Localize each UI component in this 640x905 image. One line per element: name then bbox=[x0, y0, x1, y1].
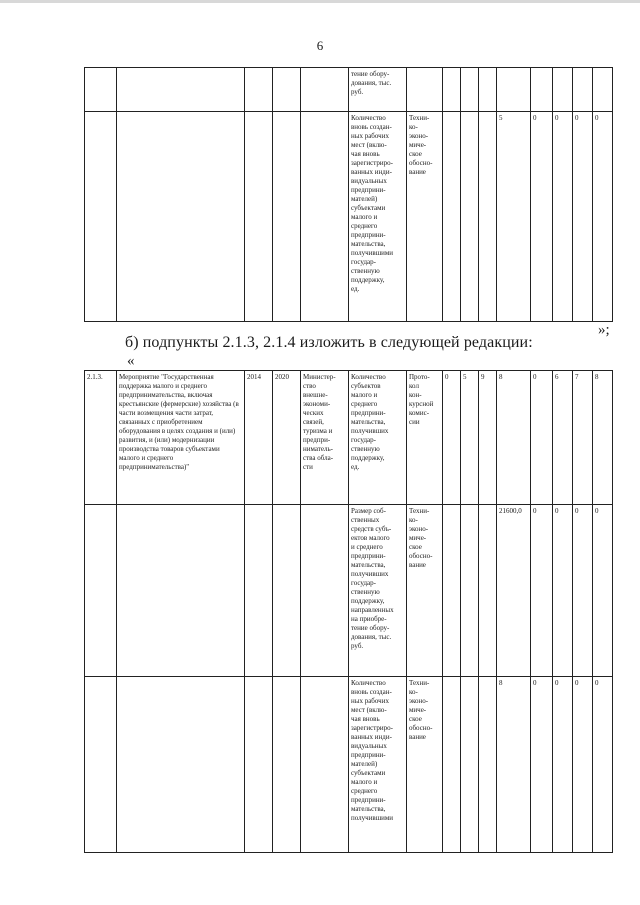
table-row bbox=[85, 371, 613, 505]
value-cell bbox=[443, 112, 461, 322]
value-cell bbox=[443, 677, 461, 853]
executor-cell bbox=[301, 677, 349, 853]
indicator-cell: Количество вновь создан- ных рабочих мест (вклю- чая вновь зарегистриро- ванных инди- видуальных предприни- мателей) субъектами малого и среднего предприни- мательства, получившими bbox=[349, 677, 407, 853]
value-cell: 0 bbox=[553, 505, 573, 677]
year-start-cell bbox=[245, 112, 273, 322]
value-cell bbox=[497, 68, 531, 112]
value-cell bbox=[531, 68, 553, 112]
value-cell bbox=[593, 68, 613, 112]
source-cell: Техни- ко- эконо- миче- ское обосно- вание bbox=[407, 112, 443, 322]
value-cell: 0 bbox=[593, 505, 613, 677]
table-row bbox=[85, 677, 613, 853]
value-cell: 0 bbox=[573, 505, 593, 677]
value-cell: 8 bbox=[497, 371, 531, 505]
value-cell: 8 bbox=[497, 677, 531, 853]
value-cell: 0 bbox=[443, 371, 461, 505]
value-cell: 0 bbox=[553, 112, 573, 322]
event-cell bbox=[117, 505, 245, 677]
value-cell: 8 bbox=[593, 371, 613, 505]
value-cell bbox=[479, 112, 497, 322]
value-cell: 0 bbox=[531, 112, 553, 322]
value-cell: 6 bbox=[553, 371, 573, 505]
table-row bbox=[85, 112, 613, 322]
value-cell: 0 bbox=[531, 371, 553, 505]
year-end-cell bbox=[273, 112, 301, 322]
closing-quote: »; bbox=[598, 322, 610, 338]
indicator-cell: Количество вновь создан- ных рабочих мест (вклю- чая вновь зарегистриро- ванных инди- видуальных предприни- мателей) субъектами малого и среднего предприни- мательства, получившими государ- ственную поддержку, ед. bbox=[349, 112, 407, 322]
table-row bbox=[85, 68, 613, 112]
value-cell: 0 bbox=[531, 677, 553, 853]
year-start-cell bbox=[245, 505, 273, 677]
value-cell bbox=[461, 68, 479, 112]
value-cell: 5 bbox=[497, 112, 531, 322]
table-row bbox=[85, 505, 613, 677]
event-cell: Мероприятие "Государственная поддержка малого и среднего предпринимательства, включая крестьянские (фермерские) хозяйства (в части возмещения части затрат, связанных с приобретением оборудования в целях создания и (или) развития, и (или) модернизации производства товаров субъектами малого и среднего предпринимательства)" bbox=[117, 371, 245, 505]
value-cell: 0 bbox=[573, 677, 593, 853]
value-cell: 0 bbox=[573, 112, 593, 322]
table-continued bbox=[84, 67, 613, 322]
value-cell: 9 bbox=[479, 371, 497, 505]
value-cell bbox=[461, 677, 479, 853]
indicator-cell: тение обору- дования, тыс. руб. bbox=[349, 68, 407, 112]
scan-border bbox=[0, 0, 640, 3]
value-cell bbox=[573, 68, 593, 112]
source-cell: Техни- ко- эконо- миче- ское обосно- вание bbox=[407, 677, 443, 853]
number-cell bbox=[85, 505, 117, 677]
year-start-cell bbox=[245, 677, 273, 853]
value-cell: 0 bbox=[553, 677, 573, 853]
year-end-cell: 2020 bbox=[273, 371, 301, 505]
number-cell: 2.1.3. bbox=[85, 371, 117, 505]
executor-cell bbox=[301, 505, 349, 677]
source-cell: Техни- ко- эконо- миче- ское обосно- вание bbox=[407, 505, 443, 677]
value-cell: 0 bbox=[593, 112, 613, 322]
value-cell: 0 bbox=[593, 677, 613, 853]
value-cell bbox=[479, 505, 497, 677]
value-cell bbox=[461, 505, 479, 677]
indicator-cell: Количество субъектов малого и среднего предприни- мательства, получивших государ- ственную поддержку, ед. bbox=[349, 371, 407, 505]
number-cell bbox=[85, 112, 117, 322]
value-cell bbox=[479, 677, 497, 853]
value-cell bbox=[443, 68, 461, 112]
year-end-cell bbox=[273, 68, 301, 112]
value-cell bbox=[479, 68, 497, 112]
value-cell: 5 bbox=[461, 371, 479, 505]
year-start-cell: 2014 bbox=[245, 371, 273, 505]
year-start-cell bbox=[245, 68, 273, 112]
year-end-cell bbox=[273, 677, 301, 853]
instruction-text: б) подпункты 2.1.3, 2.1.4 изложить в следующей редакции: bbox=[125, 334, 533, 351]
event-cell bbox=[117, 68, 245, 112]
opening-quote: « bbox=[127, 353, 135, 369]
indicator-cell: Размер соб- ственных средств субъ- ектов малого и среднего предприни- мательства, получивших государ- ственную поддержку, направленных на приобре- тение обору- дования, тыс. руб. bbox=[349, 505, 407, 677]
value-cell: 21600,0 bbox=[497, 505, 531, 677]
source-cell bbox=[407, 68, 443, 112]
value-cell: 0 bbox=[531, 505, 553, 677]
executor-cell: Министер- ство внешне- экономи- ческих связей, туризма и предпри- ниматель- ства обла- сти bbox=[301, 371, 349, 505]
event-cell bbox=[117, 112, 245, 322]
source-cell: Прото- кол кон- курсной комис- сии bbox=[407, 371, 443, 505]
value-cell bbox=[443, 505, 461, 677]
value-cell bbox=[553, 68, 573, 112]
table-new-wording bbox=[84, 370, 613, 853]
number-cell bbox=[85, 677, 117, 853]
page-number: 6 bbox=[316, 38, 324, 53]
year-end-cell bbox=[273, 505, 301, 677]
event-cell bbox=[117, 677, 245, 853]
value-cell bbox=[461, 112, 479, 322]
executor-cell bbox=[301, 112, 349, 322]
number-cell bbox=[85, 68, 117, 112]
value-cell: 7 bbox=[573, 371, 593, 505]
executor-cell bbox=[301, 68, 349, 112]
